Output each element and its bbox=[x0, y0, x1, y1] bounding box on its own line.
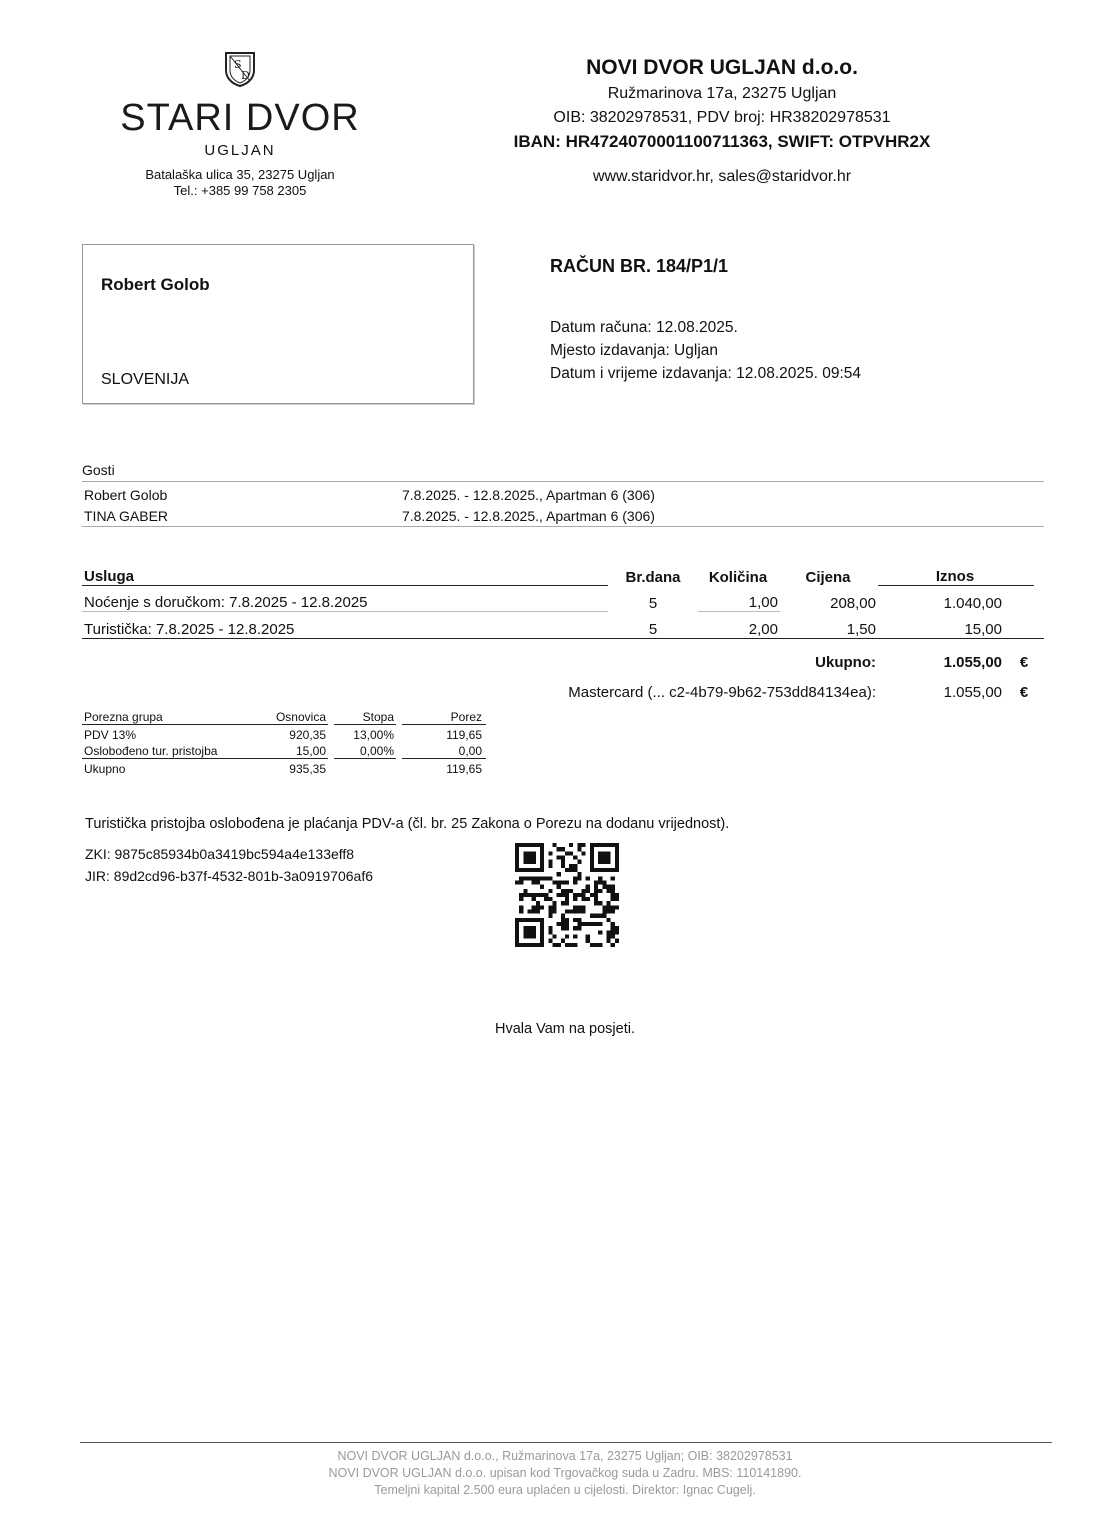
invoice-place: Mjesto izdavanja: Ugljan bbox=[550, 342, 719, 359]
brand-phone: Tel.: +385 99 758 2305 bbox=[173, 183, 307, 198]
payment-row bbox=[82, 671, 1044, 701]
guest-stay: 7.8.2025. - 12.8.2025., Apartman 6 (306) bbox=[402, 508, 655, 524]
company-oib: OIB: 38202978531, PDV broj: HR38202978531 bbox=[553, 109, 891, 126]
thank-you-message: Hvala Vam na posjeti. bbox=[495, 1021, 635, 1037]
tax-header-base: Osnovica bbox=[240, 710, 328, 725]
service-row bbox=[82, 586, 1044, 612]
service-days: 5 bbox=[648, 595, 658, 612]
total-row bbox=[82, 639, 1044, 671]
services-table bbox=[82, 562, 1044, 701]
company-name: NOVI DVOR UGLJAN d.o.o. bbox=[586, 56, 858, 79]
customer-box bbox=[82, 244, 474, 404]
customer-name: Robert Golob bbox=[101, 275, 210, 294]
shield-logo-icon bbox=[220, 48, 260, 88]
company-iban: IBAN: HR4724070001100711363, SWIFT: OTPVHR2X bbox=[513, 132, 931, 151]
guests-list bbox=[82, 482, 1044, 527]
brand-name: STARI DVOR bbox=[120, 97, 360, 139]
tax-base: 15,00 bbox=[240, 744, 328, 759]
tax-header-row bbox=[82, 708, 486, 725]
guest-name: TINA GABER bbox=[84, 508, 169, 524]
service-price: 208,00 bbox=[830, 595, 876, 612]
footer-line: NOVI DVOR UGLJAN d.o.o., Ružmarinova 17a, 23275 Ugljan; OIB: 38202978531 bbox=[337, 1449, 793, 1463]
service-qty: 1,00 bbox=[698, 594, 780, 612]
payment-currency: € bbox=[1019, 684, 1029, 701]
tax-table bbox=[82, 708, 486, 776]
services-header-row bbox=[82, 562, 1044, 586]
tax-amount: 0,00 bbox=[402, 744, 486, 759]
total-currency: € bbox=[1019, 654, 1029, 671]
tax-header-group: Porezna grupa bbox=[82, 710, 240, 725]
svg-text:S: S bbox=[234, 58, 242, 71]
service-price: 1,50 bbox=[846, 621, 876, 638]
payment-label: Mastercard (... c2-4b79-9b62-753dd84134ea): bbox=[568, 684, 876, 701]
header-price: Cijena bbox=[805, 569, 851, 586]
tax-amount: 119,65 bbox=[446, 728, 482, 742]
guest-name: Robert Golob bbox=[84, 487, 168, 503]
tax-total-row bbox=[82, 759, 486, 776]
total-value: 1.055,00 bbox=[943, 654, 1002, 671]
brand-contact bbox=[100, 167, 380, 199]
tax-group: Oslobođeno tur. pristojba bbox=[82, 744, 240, 759]
tax-header-rate: Stopa bbox=[334, 710, 396, 725]
tax-rate: 0,00% bbox=[334, 744, 396, 759]
service-qty: 2,00 bbox=[748, 621, 778, 638]
footer-line: NOVI DVOR UGLJAN d.o.o. upisan kod Trgovačkog suda u Zadru. MBS: 110141890. bbox=[328, 1466, 802, 1480]
tax-base: 935,35 bbox=[289, 762, 326, 776]
payment-value: 1.055,00 bbox=[943, 684, 1002, 701]
footer-line: Temeljni kapital 2.500 eura uplaćen u cijelosti. Direktor: Ignac Cugelj. bbox=[374, 1483, 756, 1497]
invoice-info bbox=[550, 316, 861, 385]
fiscal-codes bbox=[85, 843, 373, 887]
brand-logo-block bbox=[100, 48, 380, 199]
tax-group: PDV 13% bbox=[84, 728, 137, 742]
invoice-datetime: Datum i vrijeme izdavanja: 12.08.2025. 09:54 bbox=[550, 365, 862, 382]
service-row bbox=[82, 612, 1044, 638]
footer bbox=[0, 1448, 1098, 1499]
guests-section bbox=[82, 462, 1044, 527]
tax-base: 920,35 bbox=[289, 728, 326, 742]
company-address: Ružmarinova 17a, 23275 Ugljan bbox=[607, 85, 837, 102]
total-label: Ukupno: bbox=[815, 654, 876, 671]
tax-row bbox=[82, 725, 486, 742]
invoice-title: RAČUN BR. 184/P1/1 bbox=[550, 256, 729, 276]
zki-code: ZKI: 9875c85934b0a3419bc594a4e133eff8 bbox=[85, 846, 355, 862]
service-name: Turistička: 7.8.2025 - 12.8.2025 bbox=[84, 621, 295, 638]
footer-divider bbox=[80, 1442, 1052, 1443]
invoice-date: Datum računa: 12.08.2025. bbox=[550, 319, 738, 336]
vat-exemption-note: Turistička pristojba oslobođena je plaćanja PDV-a (čl. br. 25 Zakona o Porezu na dodanu vrijednost). bbox=[85, 816, 730, 832]
jir-code: JIR: 89d2cd96-b37f-4532-801b-3a0919706af6 bbox=[85, 868, 374, 884]
service-amount: 15,00 bbox=[964, 621, 1002, 638]
tax-amount: 119,65 bbox=[446, 762, 482, 776]
header-amount: Iznos bbox=[878, 568, 1034, 586]
tax-row bbox=[82, 742, 486, 759]
customer-country: SLOVENIJA bbox=[101, 371, 190, 388]
tax-header-tax: Porez bbox=[402, 710, 486, 725]
guest-row bbox=[82, 503, 1044, 524]
qr-code-icon bbox=[515, 843, 619, 947]
brand-subtitle: UGLJAN bbox=[204, 142, 276, 159]
service-name: Noćenje s doručkom: 7.8.2025 - 12.8.2025 bbox=[82, 594, 608, 612]
tax-rate: 13,00% bbox=[353, 728, 394, 742]
company-web-email: www.staridvor.hr, sales@staridvor.hr bbox=[592, 168, 852, 185]
service-days: 5 bbox=[648, 621, 658, 638]
brand-address: Batalaška ulica 35, 23275 Ugljan bbox=[145, 167, 335, 182]
svg-text:D: D bbox=[241, 69, 250, 82]
guest-row bbox=[82, 482, 1044, 503]
header-quantity: Količina bbox=[708, 569, 768, 586]
header-days: Br.dana bbox=[625, 569, 681, 586]
service-amount: 1.040,00 bbox=[943, 595, 1002, 612]
guest-stay: 7.8.2025. - 12.8.2025., Apartman 6 (306) bbox=[402, 487, 655, 503]
tax-group: Ukupno bbox=[84, 762, 126, 776]
company-header bbox=[460, 54, 984, 186]
header-service: Usluga bbox=[82, 568, 608, 586]
guests-header: Gosti bbox=[82, 462, 1044, 482]
